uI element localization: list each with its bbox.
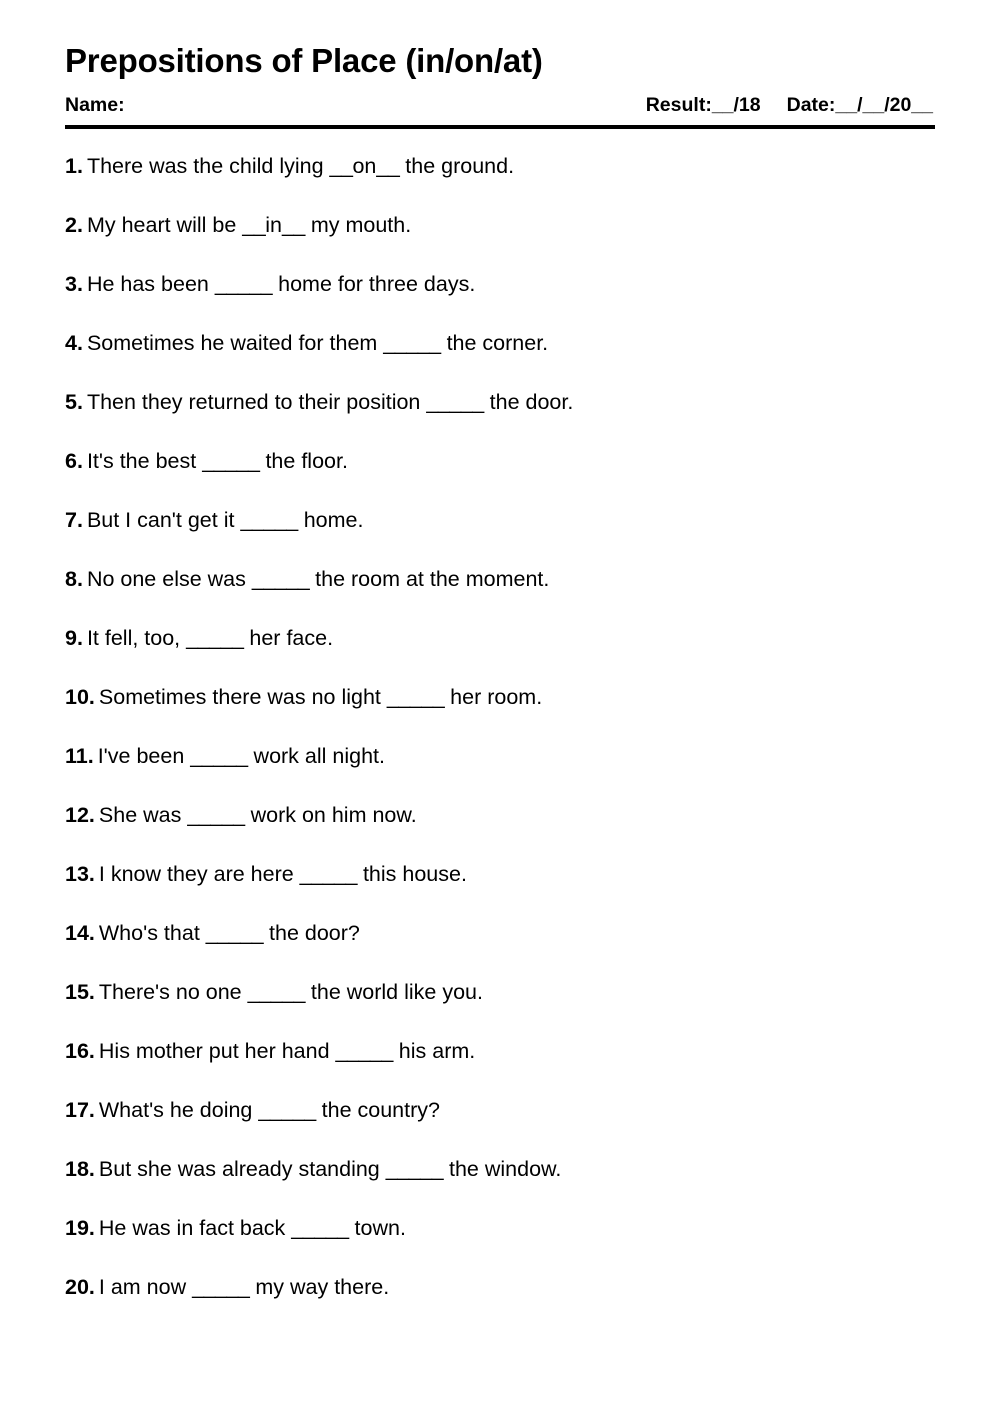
answer-blank[interactable]: _____ — [190, 744, 248, 768]
question-number: 6. — [65, 449, 83, 473]
question-text-before-blank: It's the best — [86, 449, 203, 473]
answer-blank[interactable]: _____ — [186, 626, 244, 650]
question-number: 7. — [65, 508, 83, 532]
question-row — [65, 864, 935, 923]
question-text-before-blank: My heart will be — [86, 213, 243, 237]
answer-blank[interactable]: _____ — [192, 1275, 250, 1299]
question-text-before-blank: She was — [98, 803, 188, 827]
question-text-after-blank: home for three days. — [272, 272, 476, 296]
question-text-after-blank: this house. — [356, 862, 467, 886]
question-row — [65, 569, 935, 628]
question-number: 8. — [65, 567, 83, 591]
question-text-before-blank: Sometimes there was no light — [98, 685, 387, 709]
answer-blank[interactable]: _____ — [202, 449, 260, 473]
question-text-before-blank: But she was already standing — [98, 1157, 386, 1181]
answer-blank[interactable]: _____ — [385, 1157, 444, 1181]
question-text-after-blank: her face. — [243, 626, 334, 650]
answer-blank-trailing[interactable]: __ — [376, 154, 400, 178]
answer-blank[interactable]: _____ — [291, 1216, 349, 1240]
question-row — [65, 923, 935, 982]
question-text-before-blank: I am now — [98, 1275, 193, 1299]
answer-blank[interactable]: _____ — [383, 331, 441, 355]
question-row — [65, 805, 935, 864]
question-text-before-blank: But I can't get it — [86, 508, 241, 532]
question-text-before-blank: There's no one — [98, 980, 248, 1004]
question-number: 9. — [65, 626, 83, 650]
question-row — [65, 687, 935, 746]
name-field-label: Name: — [65, 94, 125, 116]
date-label: Date: — [786, 94, 836, 116]
question-row — [65, 628, 935, 687]
question-text-after-blank: my mouth. — [304, 213, 412, 237]
answer-blank[interactable]: _____ — [258, 1098, 316, 1122]
question-text-before-blank: His mother put her hand — [98, 1039, 336, 1063]
question-text-after-blank: the floor. — [259, 449, 348, 473]
question-text-before-blank: It fell, too, — [86, 626, 187, 650]
question-number: 13. — [65, 862, 95, 886]
question-text-before-blank: I've been — [97, 744, 191, 768]
page-title: Prepositions of Place (in/on/at) — [65, 42, 543, 79]
answer-blank[interactable]: _____ — [240, 508, 298, 532]
question-text-before-blank: Who's that — [98, 921, 206, 945]
question-row — [65, 1041, 935, 1100]
answer-blank[interactable]: _____ — [214, 272, 273, 296]
question-row — [65, 215, 935, 274]
question-text-before-blank: There was the child lying — [86, 154, 330, 178]
question-number: 18. — [65, 1157, 95, 1181]
question-row — [65, 510, 935, 569]
filled-answer[interactable]: on — [352, 154, 377, 178]
question-text-before-blank: He has been — [86, 272, 215, 296]
answer-blank[interactable]: __ — [242, 213, 266, 237]
question-number: 3. — [65, 272, 83, 296]
answer-blank[interactable]: __ — [329, 154, 353, 178]
question-text-after-blank: the country? — [315, 1098, 440, 1122]
question-row — [65, 274, 935, 333]
question-number: 10. — [65, 685, 95, 709]
answer-blank[interactable]: _____ — [247, 980, 305, 1004]
question-text-before-blank: He was in fact back — [98, 1216, 292, 1240]
answer-blank[interactable]: _____ — [251, 567, 310, 591]
question-text-after-blank: his arm. — [392, 1039, 476, 1063]
question-number: 11. — [65, 744, 94, 768]
worksheet-content — [65, 0, 935, 1336]
question-text-after-blank: work on him now. — [244, 803, 417, 827]
question-row — [65, 1277, 935, 1336]
question-text-after-blank: the window. — [443, 1157, 562, 1181]
question-row — [65, 333, 935, 392]
answer-blank[interactable]: _____ — [187, 803, 245, 827]
question-text-after-blank: my way there. — [249, 1275, 390, 1299]
question-text-after-blank: the world like you. — [304, 980, 483, 1004]
answer-blank[interactable]: _____ — [205, 921, 264, 945]
meta-right-group — [646, 94, 935, 117]
question-text-before-blank: Then they returned to their position — [86, 390, 427, 414]
question-number: 15. — [65, 980, 95, 1004]
answer-blank[interactable]: _____ — [386, 685, 445, 709]
date-value: __/__/20__ — [835, 94, 933, 116]
question-number: 12. — [65, 803, 95, 827]
question-row — [65, 392, 935, 451]
question-text-before-blank: No one else was — [86, 567, 252, 591]
answer-blank[interactable]: _____ — [335, 1039, 393, 1063]
question-number: 14. — [65, 921, 95, 945]
question-row — [65, 1100, 935, 1159]
date-field — [787, 94, 933, 117]
result-value: __/18 — [711, 94, 761, 116]
question-text-before-blank: Sometimes he waited for them — [86, 331, 384, 355]
question-number: 2. — [65, 213, 83, 237]
question-text-after-blank: town. — [348, 1216, 406, 1240]
question-number: 4. — [65, 331, 83, 355]
question-text-before-blank: What's he doing — [98, 1098, 259, 1122]
filled-answer[interactable]: in — [265, 213, 282, 237]
result-label: Result: — [645, 94, 712, 116]
question-row — [65, 1159, 935, 1218]
question-text-after-blank: home. — [297, 508, 364, 532]
answer-blank[interactable]: _____ — [426, 390, 484, 414]
question-row — [65, 982, 935, 1041]
answer-blank-trailing[interactable]: __ — [281, 213, 305, 237]
question-number: 16. — [65, 1039, 95, 1063]
question-text-after-blank: the door? — [263, 921, 360, 945]
question-text-after-blank: the door. — [483, 390, 574, 414]
question-text-after-blank: her room. — [444, 685, 543, 709]
question-number: 17. — [65, 1098, 95, 1122]
question-row — [65, 156, 935, 215]
worksheet-meta-row — [65, 94, 935, 117]
answer-blank[interactable]: _____ — [299, 862, 357, 886]
question-text-after-blank: the room at the moment. — [309, 567, 550, 591]
question-row — [65, 746, 935, 805]
header-divider — [65, 125, 935, 129]
question-number: 19. — [65, 1216, 95, 1240]
question-row — [65, 1218, 935, 1277]
question-text-before-blank: I know they are here — [98, 862, 300, 886]
question-text-after-blank: the corner. — [440, 331, 549, 355]
question-text-after-blank: the ground. — [399, 154, 515, 178]
questions-list — [65, 156, 935, 1336]
question-row — [65, 451, 935, 510]
question-number: 1. — [65, 154, 83, 178]
result-field — [646, 94, 761, 117]
question-text-after-blank: work all night. — [247, 744, 385, 768]
question-number: 5. — [65, 390, 83, 414]
question-number: 20. — [65, 1275, 95, 1299]
